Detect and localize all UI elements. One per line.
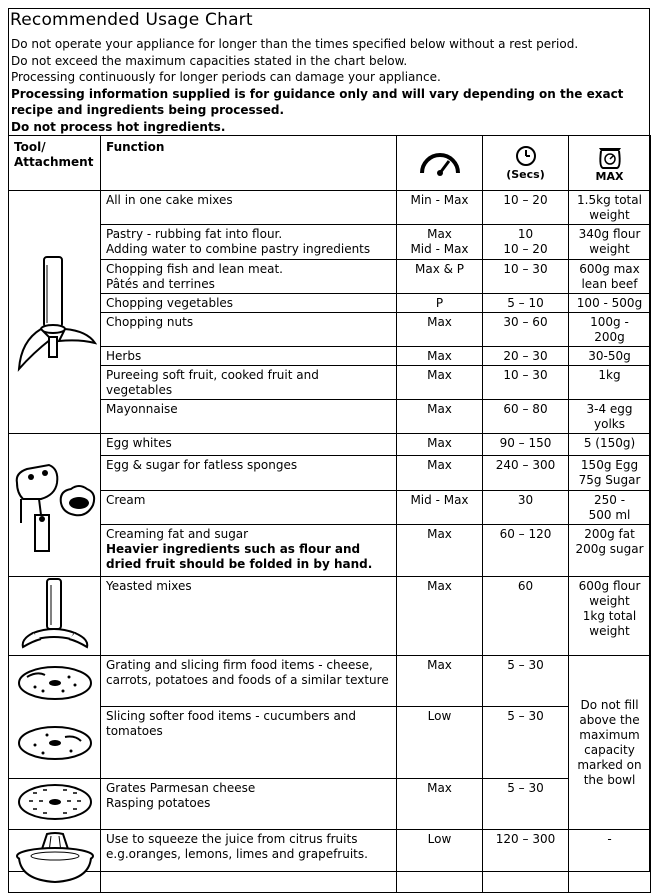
table-row (9, 525, 651, 577)
function-cell: Chopping nuts (101, 313, 397, 347)
max-cell: 100g - 200g (569, 313, 651, 347)
tool-citrus-press (9, 830, 101, 893)
header-speed (397, 136, 483, 191)
time-cell: 60 (483, 577, 569, 656)
function-cell: Grates Parmesan cheese Rasping potatoes (101, 779, 397, 830)
max-cell: - (569, 830, 651, 893)
function-cell: Egg whites (101, 434, 397, 456)
function-cell: Pastry - rubbing fat into flour. Adding water to combine pastry ingredients (101, 225, 397, 260)
tool-whisk (9, 434, 101, 577)
function-cell: Slicing softer food items - cucumbers and tomatoes (101, 707, 397, 779)
function-cell: Mayonnaise (101, 400, 397, 434)
table-row (9, 707, 651, 779)
time-cell: 10 – 30 (483, 260, 569, 294)
table-row (9, 456, 651, 491)
function-cell: Use to squeeze the juice from citrus fruits e.g.oranges, lemons, limes and grapefruits. (101, 830, 397, 893)
function-cell: Chopping vegetables (101, 294, 397, 313)
table-row (9, 260, 651, 294)
speed-cell: Max (397, 779, 483, 830)
intro-line-1: Do not operate your appliance for longer than the times specified below without a rest period. (11, 37, 579, 51)
function-cell: Creaming fat and sugar Heavier ingredients such as flour and dried fruit should be folded in by hand. (101, 525, 397, 577)
page-title: Recommended Usage Chart (10, 10, 253, 30)
speed-cell: Max Mid - Max (397, 225, 483, 260)
speed-cell: Max (397, 525, 483, 577)
time-cell: 30 – 60 (483, 313, 569, 347)
max-cell: 250 - 500 ml (569, 491, 651, 525)
table-row (9, 656, 651, 707)
table-row (9, 313, 651, 347)
time-cell: 10 – 30 (483, 366, 569, 400)
knife-blade-icon (13, 245, 97, 375)
function-cell: Herbs (101, 347, 397, 366)
whisk-icon (11, 443, 99, 563)
table-row (9, 577, 651, 656)
dough-tool-icon (13, 577, 97, 651)
header-max-label: MAX (595, 169, 624, 183)
citrus-press-icon (13, 830, 97, 888)
max-cell: 600g max lean beef (569, 260, 651, 294)
intro-guidance: Processing information supplied is for guidance only and will vary depending on the exact recipe and ingredients being processed. (11, 86, 624, 117)
table-row (9, 491, 651, 525)
max-cell-discs-note: Do not fill above the maximum capacity marked on the bowl (569, 656, 651, 830)
time-cell: 5 – 30 (483, 707, 569, 779)
table-row (9, 434, 651, 456)
function-cell: Yeasted mixes (101, 577, 397, 656)
table-row (9, 225, 651, 260)
max-cell: 1kg (569, 366, 651, 400)
speed-cell: Max (397, 366, 483, 400)
header-function: Function (101, 136, 397, 191)
weighing-scale-icon (595, 143, 625, 169)
tool-knife-blade (9, 191, 101, 434)
slicing-discs-icon (13, 657, 97, 773)
function-cell: Egg & sugar for fatless sponges (101, 456, 397, 491)
max-cell: 30-50g (569, 347, 651, 366)
speed-cell: Max (397, 434, 483, 456)
speed-dial-icon (418, 149, 462, 177)
speed-cell: Max (397, 400, 483, 434)
function-cell: Pureeing soft fruit, cooked fruit and vegetables (101, 366, 397, 400)
function-cell: All in one cake mixes (101, 191, 397, 225)
table-row (9, 347, 651, 366)
header-time-label: (Secs) (506, 167, 545, 181)
time-cell: 5 – 10 (483, 294, 569, 313)
function-cell: Cream (101, 491, 397, 525)
time-cell: 30 (483, 491, 569, 525)
speed-cell: Max (397, 347, 483, 366)
table-row (9, 294, 651, 313)
function-cell: Chopping fish and lean meat. Pâtés and terrines (101, 260, 397, 294)
time-cell: 10 10 – 20 (483, 225, 569, 260)
table-row (9, 400, 651, 434)
table-row (9, 779, 651, 830)
table-row (9, 830, 651, 893)
time-cell: 120 – 300 (483, 830, 569, 893)
usage-table (8, 135, 651, 893)
speed-cell: P (397, 294, 483, 313)
time-cell: 20 – 30 (483, 347, 569, 366)
time-cell: 60 – 120 (483, 525, 569, 577)
intro-line-2: Do not exceed the maximum capacities stated in the chart below. (11, 53, 408, 68)
max-cell: 1.5kg total weight (569, 191, 651, 225)
table-row (9, 366, 651, 400)
time-cell: 5 – 30 (483, 779, 569, 830)
time-cell: 240 – 300 (483, 456, 569, 491)
intro-hot-warning: Do not process hot ingredients. (11, 119, 226, 134)
tool-dough (9, 577, 101, 656)
header-row (9, 136, 651, 191)
speed-cell: Low (397, 707, 483, 779)
speed-cell: Max (397, 313, 483, 347)
max-cell: 150g Egg 75g Sugar (569, 456, 651, 491)
speed-cell: Low (397, 830, 483, 893)
max-cell: 200g fat 200g sugar (569, 525, 651, 577)
grating-disc-icon (13, 779, 97, 825)
clock-icon (515, 145, 537, 167)
speed-cell: Max (397, 577, 483, 656)
intro-line-3: Processing continuously for longer periods can damage your appliance. (11, 70, 441, 84)
intro-text (11, 36, 651, 135)
time-cell: 5 – 30 (483, 656, 569, 707)
time-cell: 90 – 150 (483, 434, 569, 456)
time-cell: 60 – 80 (483, 400, 569, 434)
max-cell: 100 - 500g (569, 294, 651, 313)
max-cell: 5 (150g) (569, 434, 651, 456)
speed-cell: Min - Max (397, 191, 483, 225)
tool-grating-disc (9, 779, 101, 830)
speed-cell: Max & P (397, 260, 483, 294)
function-cell: Grating and slicing firm food items - cheese, carrots, potatoes and foods of a similar texture (101, 656, 397, 707)
table-row (9, 191, 651, 225)
time-cell: 10 – 20 (483, 191, 569, 225)
header-time (483, 136, 569, 191)
speed-cell: Max (397, 656, 483, 707)
max-cell: 340g flour weight (569, 225, 651, 260)
header-tool: Tool/ Attachment (9, 136, 101, 191)
max-cell: 3-4 egg yolks (569, 400, 651, 434)
max-cell: 600g flour weight 1kg total weight (569, 577, 651, 656)
tool-slicing-discs (9, 656, 101, 779)
speed-cell: Max (397, 456, 483, 491)
header-max (569, 136, 651, 191)
speed-cell: Mid - Max (397, 491, 483, 525)
